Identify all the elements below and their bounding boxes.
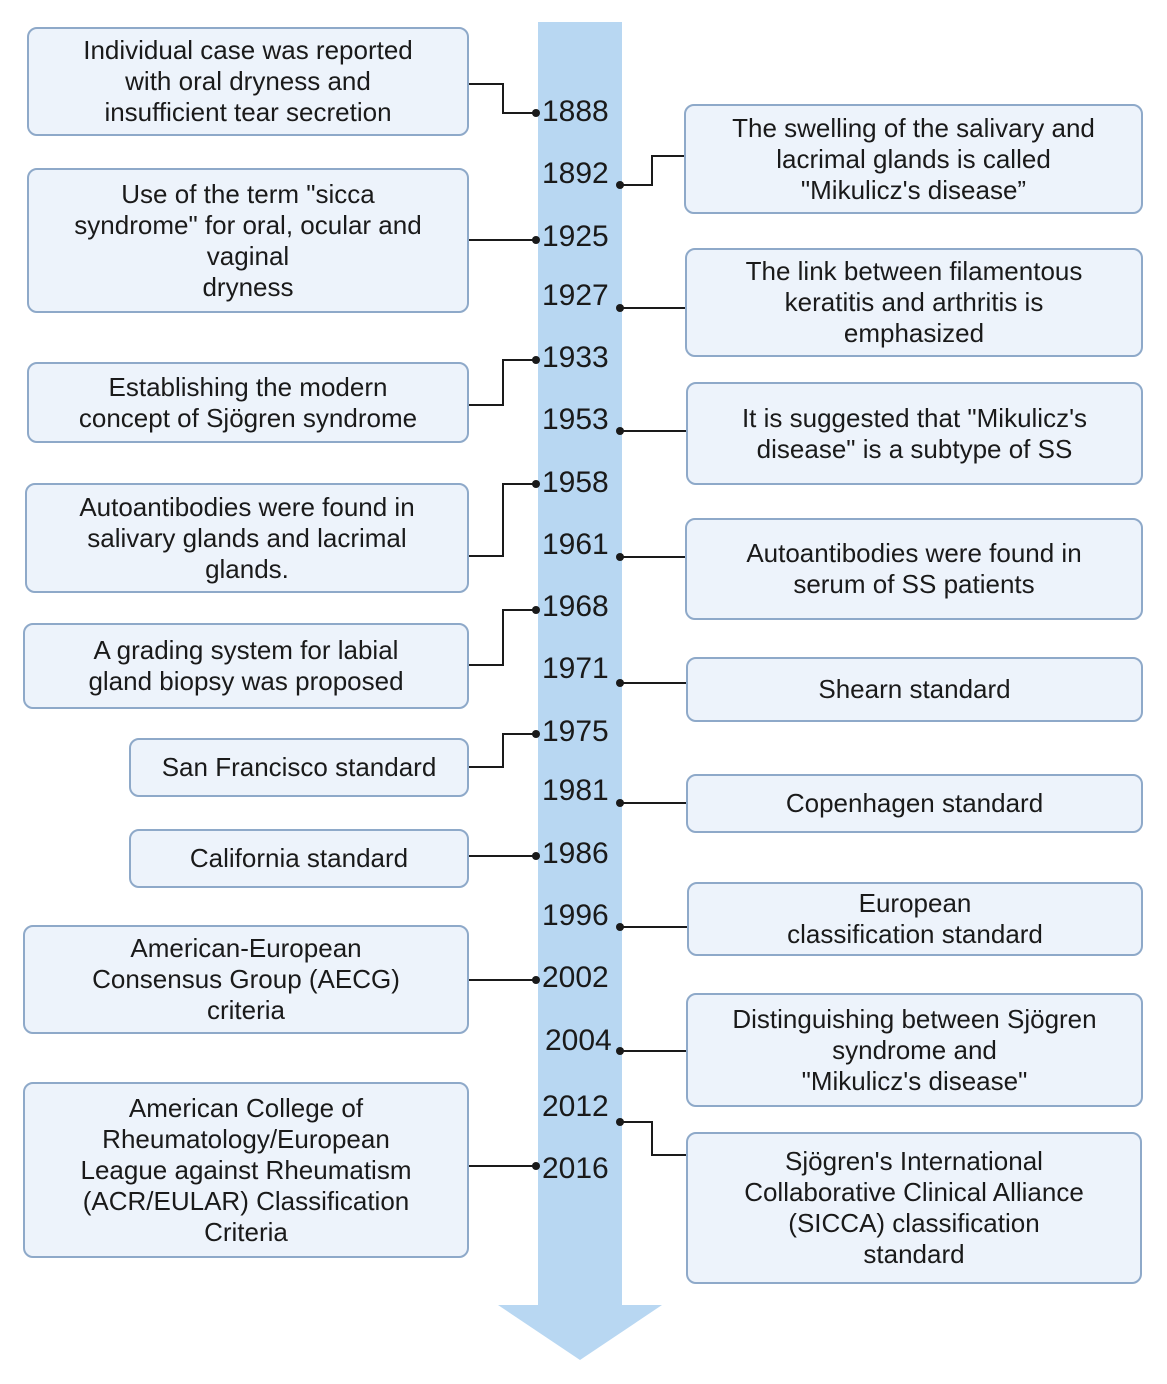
connector-1996-dot (616, 923, 624, 931)
year-label-1961: 1961 (542, 528, 609, 561)
year-label-2016: 2016 (542, 1152, 609, 1185)
year-label-1996: 1996 (542, 899, 609, 932)
year-label-1927: 1927 (542, 279, 609, 312)
connector-2004-dot (616, 1047, 624, 1055)
connector-1968-dot (532, 606, 540, 614)
year-label-1986: 1986 (542, 837, 609, 870)
year-label-1968: 1968 (542, 590, 609, 623)
year-label-1892: 1892 (542, 157, 609, 190)
event-box-1975: San Francisco standard (129, 738, 469, 797)
connector-1975 (469, 734, 536, 767)
event-box-2004: Distinguishing between Sjögren syndrome and "Mikulicz's disease" (686, 993, 1143, 1107)
connector-1958 (469, 484, 536, 556)
event-box-1892: The swelling of the salivary and lacrimal glands is called "Mikulicz's disease” (684, 104, 1143, 214)
connector-1925-dot (532, 236, 540, 244)
year-label-1958: 1958 (542, 466, 609, 499)
connector-1953-dot (616, 427, 624, 435)
connector-2002-dot (532, 976, 540, 984)
event-box-1958: Autoantibodies were found in salivary glands and lacrimal glands. (25, 483, 469, 593)
year-label-1975: 1975 (542, 715, 609, 748)
connector-1975-dot (532, 730, 540, 738)
year-label-1953: 1953 (542, 403, 609, 436)
connector-1986-dot (532, 852, 540, 860)
event-box-1968: A grading system for labial gland biopsy was proposed (23, 623, 469, 709)
year-label-1981: 1981 (542, 774, 609, 807)
connector-1981-dot (616, 799, 624, 807)
connector-2012 (620, 1122, 686, 1155)
event-box-1971: Shearn standard (686, 657, 1143, 722)
connector-1933-dot (532, 356, 540, 364)
connector-1971-dot (616, 679, 624, 687)
connector-1933 (469, 360, 536, 405)
event-box-1996: European classification standard (687, 882, 1143, 956)
connector-1968 (469, 610, 536, 665)
connector-1892-dot (616, 181, 624, 189)
event-box-2016: American College of Rheumatology/European League against Rheumatism (ACR/EULAR) Classification Criteria (23, 1082, 469, 1258)
year-label-1971: 1971 (542, 652, 609, 685)
year-label-2002: 2002 (542, 961, 609, 994)
event-box-2002: American-European Consensus Group (AECG) criteria (23, 925, 469, 1034)
event-box-1933: Establishing the modern concept of Sjögren syndrome (27, 362, 469, 443)
connector-1892 (620, 156, 684, 185)
event-box-1961: Autoantibodies were found in serum of SS patients (685, 518, 1143, 620)
event-box-1927: The link between filamentous keratitis and arthritis is emphasized (685, 248, 1143, 357)
year-label-1933: 1933 (542, 341, 609, 374)
event-box-1925: Use of the term "sicca syndrome" for oral, ocular and vaginal dryness (27, 168, 469, 313)
year-label-1888: 1888 (542, 95, 609, 128)
year-label-1925: 1925 (542, 220, 609, 253)
event-box-1888: Individual case was reported with oral dryness and insufficient tear secretion (27, 27, 469, 136)
connector-1961-dot (616, 553, 624, 561)
event-box-1986: California standard (129, 829, 469, 888)
connector-1888 (469, 84, 536, 113)
connector-2016-dot (532, 1162, 540, 1170)
connector-1927-dot (616, 304, 624, 312)
event-box-1981: Copenhagen standard (686, 774, 1143, 833)
event-box-1953: It is suggested that "Mikulicz's disease" is a subtype of SS (686, 382, 1143, 485)
connector-2012-dot (616, 1118, 624, 1126)
event-box-2012: Sjögren's International Collaborative Clinical Alliance (SICCA) classification standard (686, 1132, 1142, 1284)
year-label-2004: 2004 (545, 1024, 612, 1057)
connector-1958-dot (532, 480, 540, 488)
year-label-2012: 2012 (542, 1090, 609, 1123)
connector-1888-dot (532, 109, 540, 117)
